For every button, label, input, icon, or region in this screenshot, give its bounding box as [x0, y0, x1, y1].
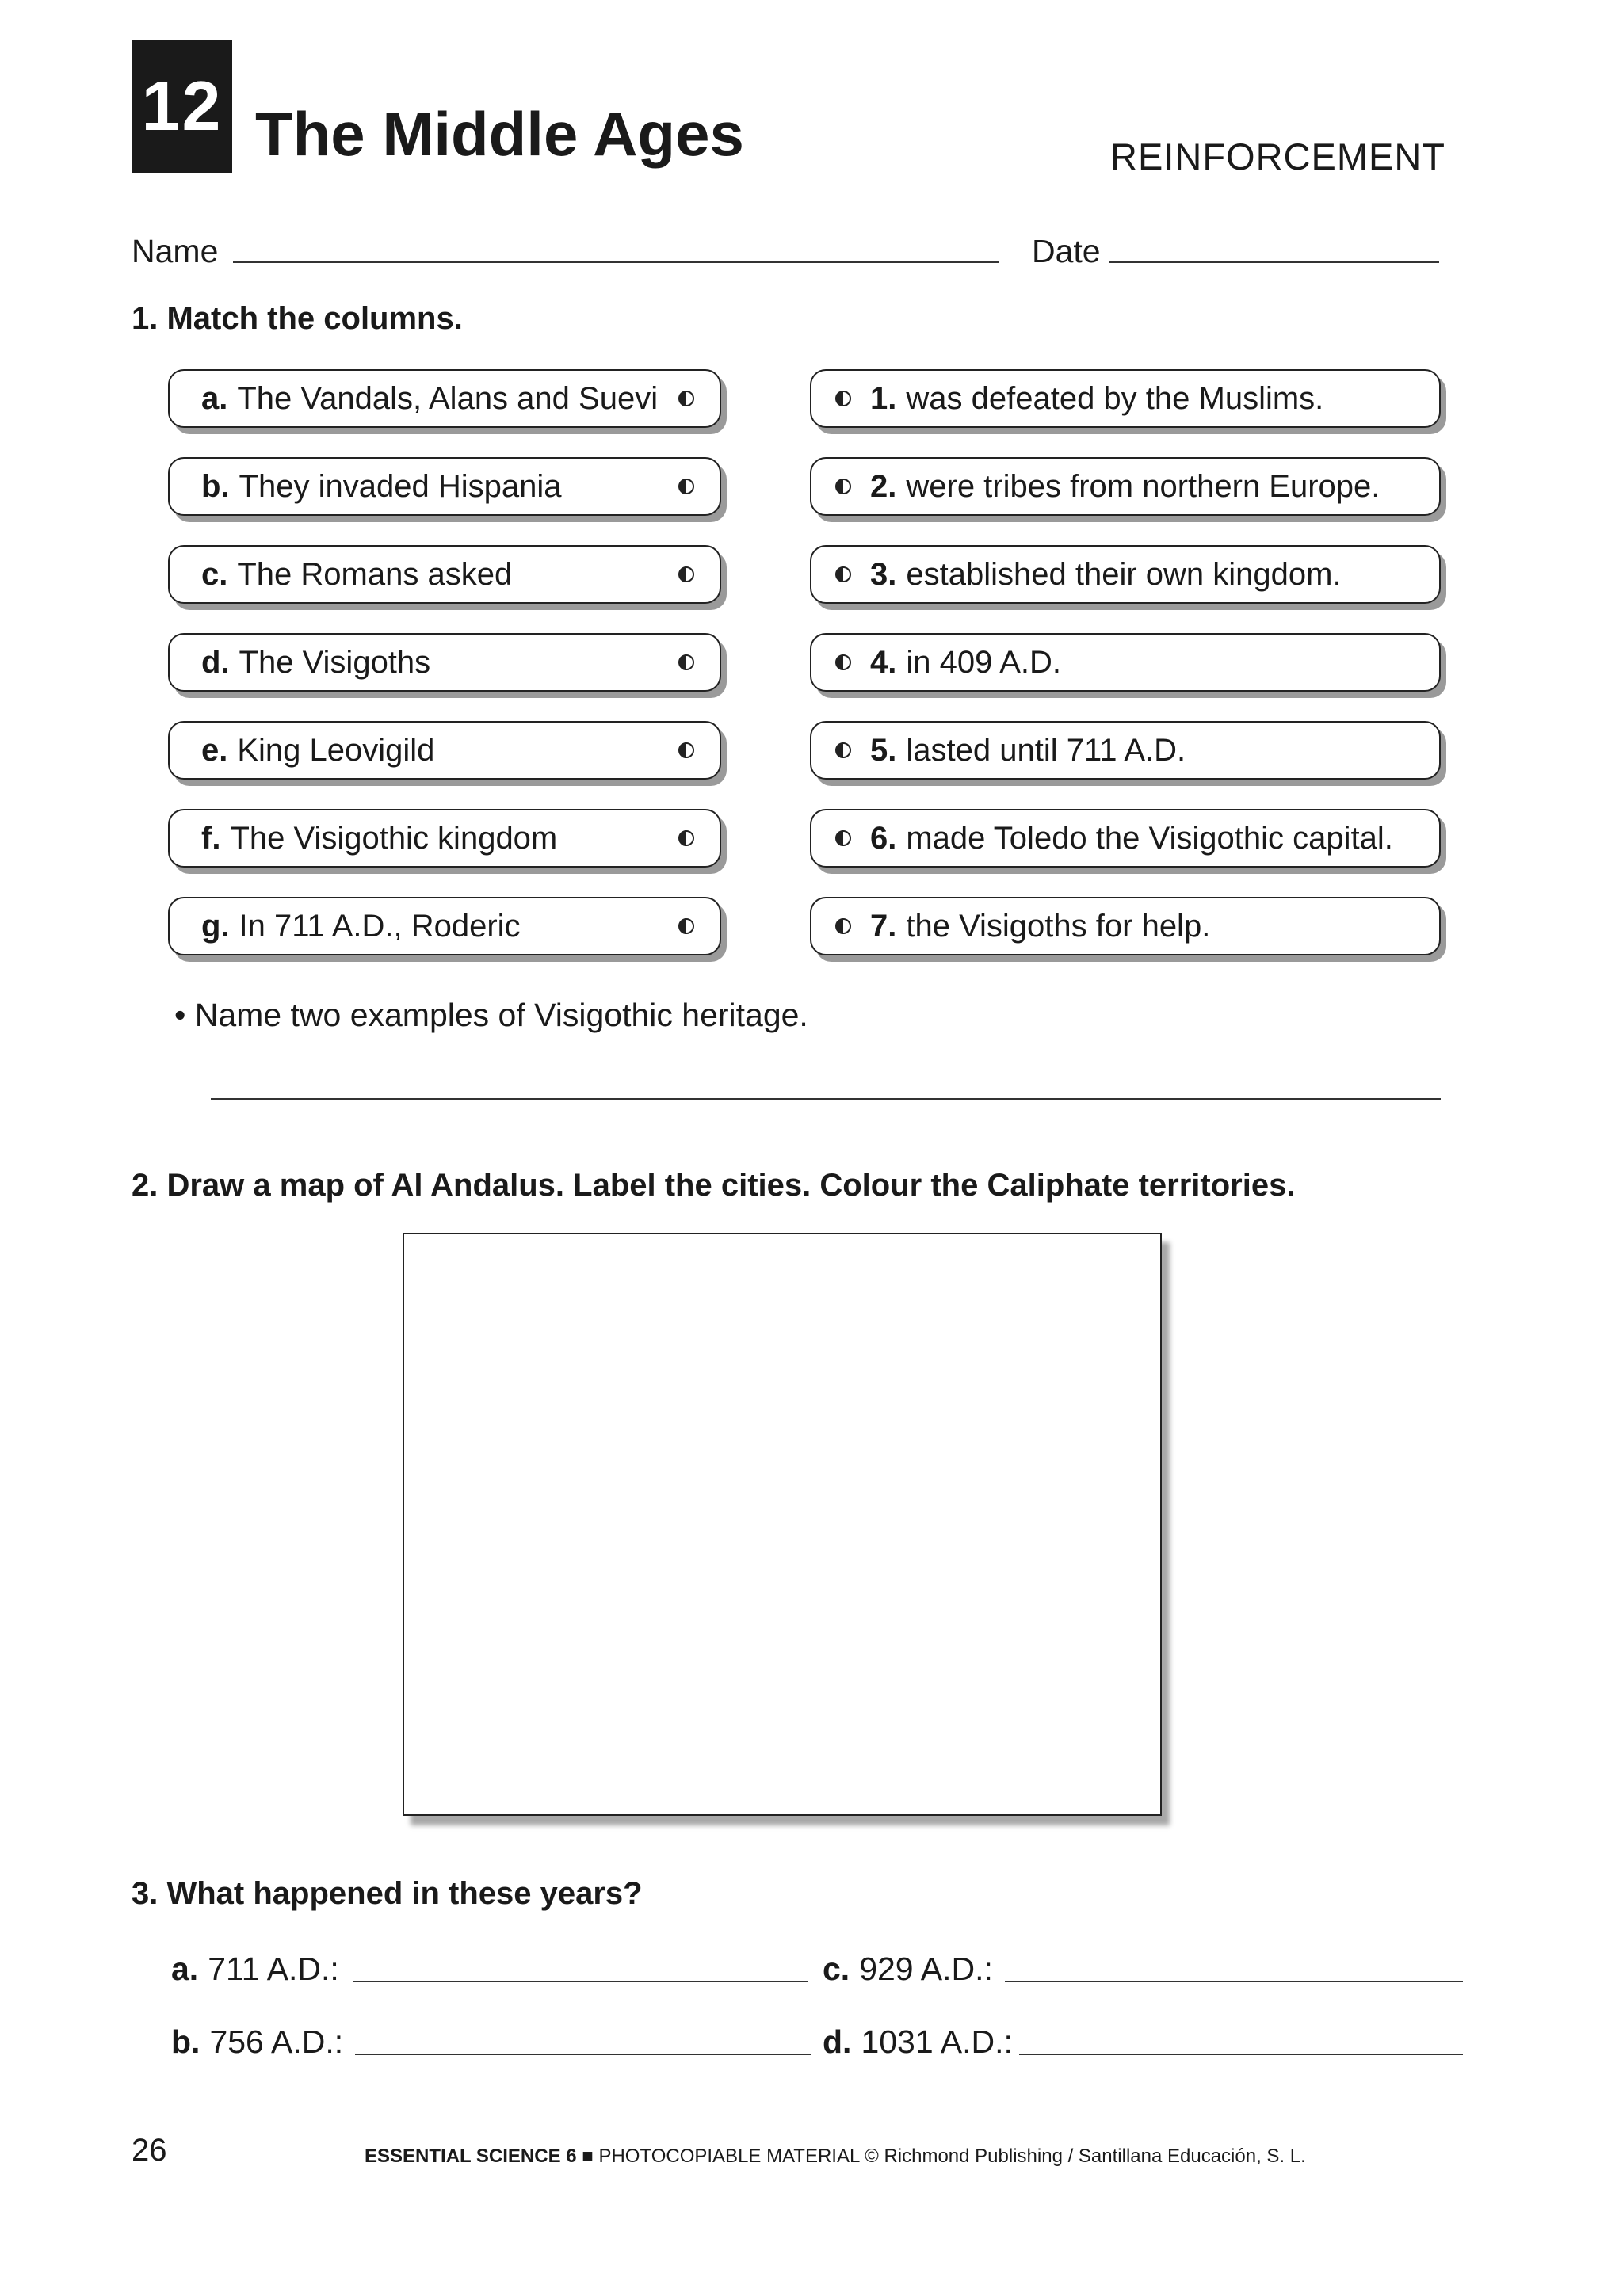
match-left-item[interactable] [168, 457, 721, 516]
question-2-prompt: 2. Draw a map of Al Andalus. Label the cities. Colour the Caliphate territories. [132, 1168, 1296, 1203]
match-left-item[interactable] [168, 809, 721, 868]
item-number: 5. [870, 732, 897, 768]
item-text: They invaded Hispania [239, 468, 562, 504]
match-right-item[interactable] [810, 897, 1441, 955]
item-letter: e. [201, 732, 228, 768]
match-right-item[interactable] [810, 809, 1441, 868]
footer-separator-icon: ■ [582, 2145, 594, 2167]
item-letter: g. [201, 908, 230, 944]
item-number: 7. [870, 908, 897, 944]
match-connector-icon[interactable] [678, 654, 694, 670]
match-connector-icon[interactable] [835, 566, 851, 582]
year-item [171, 2023, 343, 2061]
match-connector-icon[interactable] [678, 391, 694, 406]
match-connector-icon[interactable] [678, 566, 694, 582]
item-text: King Leovigild [237, 732, 435, 768]
item-text: The Vandals, Alans and Suevi [237, 380, 659, 416]
match-left-item[interactable] [168, 633, 721, 692]
match-connector-icon[interactable] [835, 918, 851, 934]
item-number: 6. [870, 820, 897, 856]
item-text: were tribes from northern Europe. [906, 468, 1381, 504]
item-letter: f. [201, 820, 221, 856]
name-field-line[interactable] [233, 261, 999, 263]
match-left-item[interactable] [168, 721, 721, 780]
match-right-item[interactable] [810, 721, 1441, 780]
page-number: 26 [132, 2133, 167, 2168]
match-connector-icon[interactable] [678, 918, 694, 934]
map-drawing-area[interactable] [403, 1233, 1162, 1816]
item-number: 1. [870, 380, 897, 416]
item-number: 2. [870, 468, 897, 504]
year-answer-line[interactable] [353, 1981, 808, 1982]
item-text: The Visigoths [239, 644, 431, 680]
worksheet-type-label: REINFORCEMENT [1110, 135, 1445, 177]
match-right-item[interactable] [810, 369, 1441, 428]
item-number: 3. [870, 556, 897, 592]
match-connector-icon[interactable] [835, 742, 851, 758]
year-answer-line[interactable] [1005, 1981, 1463, 1982]
year-label: 756 A.D.: [209, 2023, 344, 2060]
item-letter: a. [171, 1951, 199, 1987]
item-text: The Romans asked [237, 556, 513, 592]
match-connector-icon[interactable] [835, 391, 851, 406]
year-answer-line[interactable] [1019, 2054, 1463, 2055]
item-letter: c. [201, 556, 228, 592]
item-letter: b. [171, 2023, 200, 2060]
year-answer-line[interactable] [355, 2054, 812, 2055]
match-right-item[interactable] [810, 545, 1441, 604]
item-letter: c. [823, 1951, 850, 1987]
year-label: 929 A.D.: [859, 1951, 993, 1987]
item-text: in 409 A.D. [906, 644, 1062, 680]
unit-number-badge: 12 [132, 40, 232, 173]
item-letter: d. [201, 644, 230, 680]
item-letter: a. [201, 380, 228, 416]
item-text: The Visigothic kingdom [230, 820, 558, 856]
item-text: was defeated by the Muslims. [906, 380, 1324, 416]
match-connector-icon[interactable] [835, 654, 851, 670]
date-field-line[interactable] [1109, 261, 1439, 263]
match-connector-icon[interactable] [835, 830, 851, 846]
year-item [823, 1951, 993, 1988]
year-item [823, 2023, 1013, 2061]
year-item [171, 1951, 339, 1988]
item-number: 4. [870, 644, 897, 680]
page-title: The Middle Ages [255, 99, 744, 169]
item-text: established their own kingdom. [906, 556, 1342, 592]
match-left-item[interactable] [168, 369, 721, 428]
item-text: lasted until 711 A.D. [906, 732, 1186, 768]
question-3-prompt: 3. What happened in these years? [132, 1876, 643, 1911]
item-text: made Toledo the Visigothic capital. [906, 820, 1393, 856]
item-text: the Visigoths for help. [906, 908, 1211, 944]
date-label: Date [1032, 233, 1101, 269]
footer-credit [365, 2145, 1306, 2168]
match-right-item[interactable] [810, 633, 1441, 692]
match-connector-icon[interactable] [678, 742, 694, 758]
match-left-item[interactable] [168, 545, 721, 604]
item-letter: b. [201, 468, 230, 504]
question-1-prompt: 1. Match the columns. [132, 301, 463, 336]
item-letter: d. [823, 2023, 852, 2060]
match-connector-icon[interactable] [678, 830, 694, 846]
heritage-bullet-prompt: • Name two examples of Visigothic heritage. [174, 997, 808, 1033]
name-label: Name [132, 233, 219, 269]
match-left-item[interactable] [168, 897, 721, 955]
footer-copyright: PHOTOCOPIABLE MATERIAL © Richmond Publishing / Santillana Educación, S. L. [598, 2145, 1306, 2167]
heritage-answer-line[interactable] [211, 1098, 1441, 1100]
match-right-item[interactable] [810, 457, 1441, 516]
match-connector-icon[interactable] [835, 479, 851, 494]
year-label: 1031 A.D.: [861, 2023, 1013, 2060]
footer-book-title: ESSENTIAL SCIENCE 6 [365, 2145, 577, 2167]
year-label: 711 A.D.: [208, 1951, 339, 1987]
match-connector-icon[interactable] [678, 479, 694, 494]
item-text: In 711 A.D., Roderic [239, 908, 521, 944]
